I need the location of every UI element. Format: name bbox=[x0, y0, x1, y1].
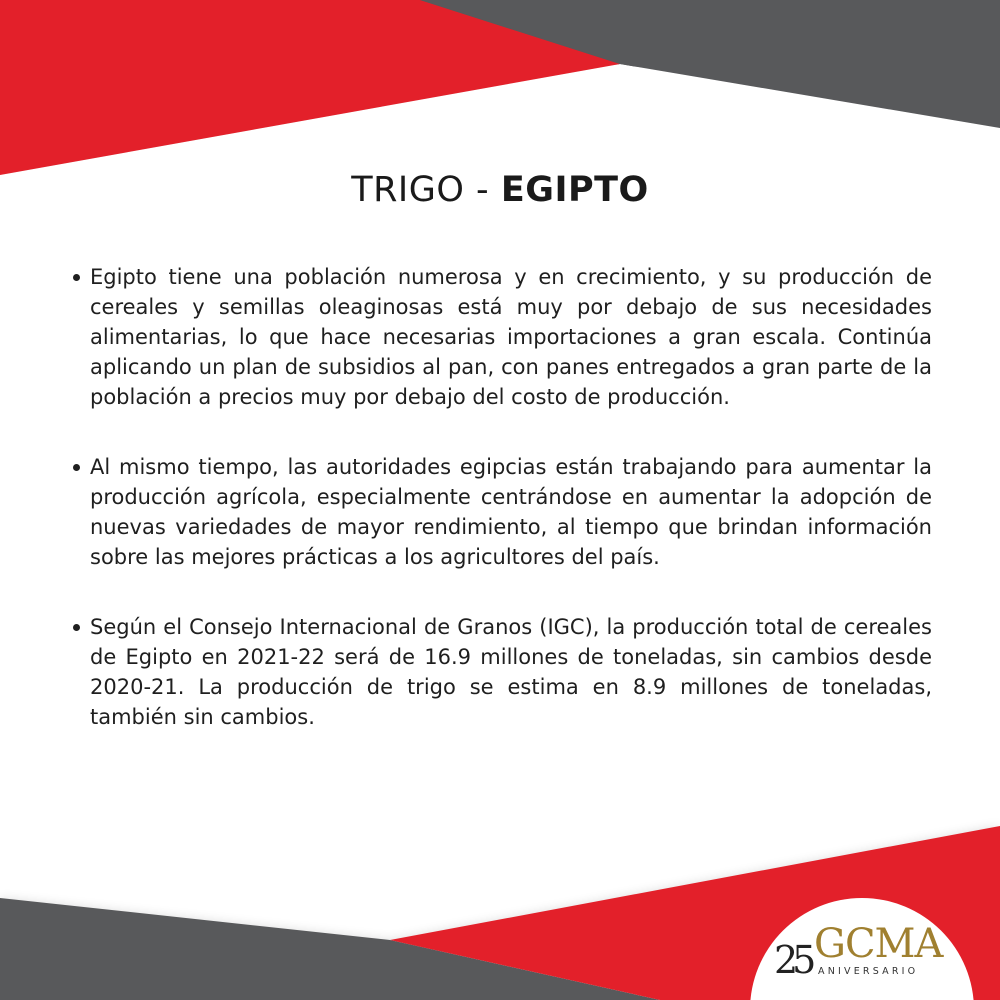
logo-brand: GCMA bbox=[814, 921, 943, 967]
gcma-logo bbox=[768, 912, 948, 992]
page-title bbox=[0, 170, 1000, 210]
logo-anniversary-number: 25 bbox=[774, 938, 811, 982]
bullet-list bbox=[90, 262, 932, 772]
title-highlight: EGIPTO bbox=[500, 170, 649, 210]
title-main: TRIGO - bbox=[351, 170, 501, 210]
logo-subtitle: ANIVERSARIO bbox=[818, 966, 919, 977]
bullet-item: Egipto tiene una población numerosa y en crecimiento, y su producción de cereales y semillas oleaginosas está muy por debajo de sus necesidades alimentarias, lo que hace necesarias importaciones a gran escala. Continúa aplicando un plan de subsidios al pan, con panes entregados a gran parte de la población a precios muy por debajo del costo de producción. bbox=[90, 262, 932, 412]
bullet-item: Según el Consejo Internacional de Granos (IGC), la producción total de cereales de Egipto en 2021-22 será de 16.9 millones de toneladas, sin cambios desde 2020-21. La producción de trigo se estima en 8.9 millones de toneladas, también sin cambios. bbox=[90, 612, 932, 732]
bullet-item: Al mismo tiempo, las autoridades egipcias están trabajando para aumentar la producción agrícola, especialmente centrándose en aumentar la adopción de nuevas variedades de mayor rendimiento, al tiempo que brindan información sobre las mejores prácticas a los agricultores del país. bbox=[90, 452, 932, 572]
